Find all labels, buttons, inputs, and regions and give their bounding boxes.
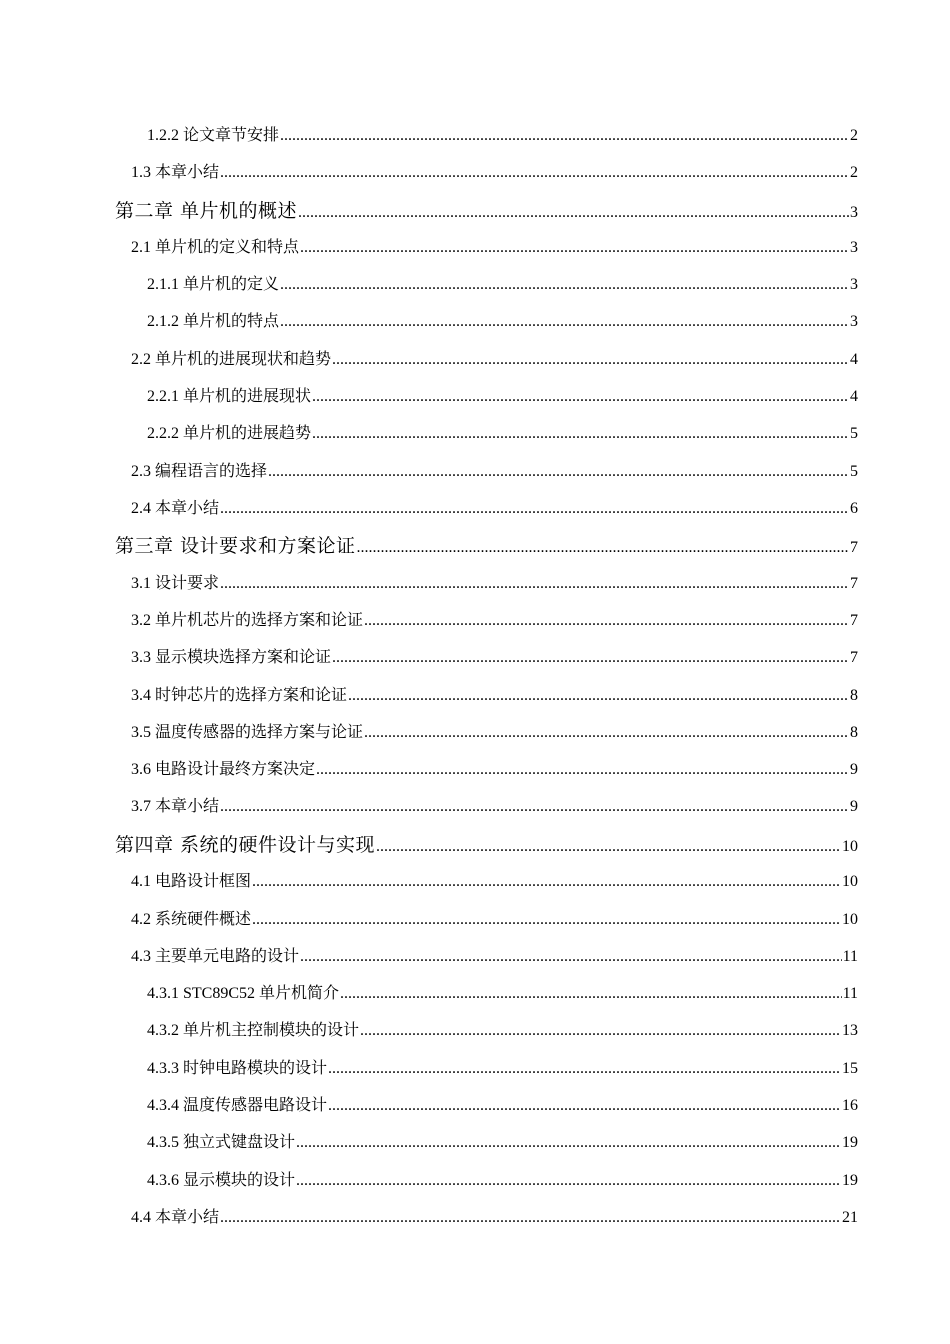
dot-leader: [220, 499, 849, 519]
toc-entry-page: 3: [850, 239, 858, 256]
toc-entry[interactable]: [131, 1208, 858, 1228]
dot-leader: [364, 723, 849, 743]
toc-entry-page: 3: [850, 276, 858, 293]
toc-entry-page: 10: [842, 911, 858, 928]
toc-entry-title: 3.6 电路设计最终方案决定: [131, 761, 316, 778]
toc-chapter-entry[interactable]: [115, 199, 858, 223]
toc-entry[interactable]: [147, 1021, 858, 1041]
dot-leader: [357, 538, 849, 558]
dot-leader: [280, 312, 849, 332]
dot-leader: [296, 1133, 841, 1153]
toc-entry[interactable]: [131, 611, 858, 631]
dot-leader: [348, 686, 849, 706]
dot-leader: [328, 1096, 841, 1116]
toc-entry[interactable]: [131, 499, 858, 519]
toc-entry-title: 4.3.2 单片机主控制模块的设计: [147, 1022, 360, 1039]
toc-entry[interactable]: [147, 312, 858, 332]
toc-entry-page: 5: [850, 425, 858, 442]
toc-entry-page: 16: [842, 1097, 858, 1114]
dot-leader: [220, 163, 849, 183]
toc-chapter-title: 第四章 系统的硬件设计与实现: [115, 834, 376, 856]
toc-entry[interactable]: [131, 238, 858, 258]
toc-entry[interactable]: [131, 947, 858, 967]
dot-leader: [316, 760, 849, 780]
toc-entry-page: 10: [842, 838, 858, 855]
toc-entry-title: 4.3.5 独立式键盘设计: [147, 1134, 296, 1151]
dot-leader: [312, 424, 849, 444]
dot-leader: [280, 126, 849, 146]
dot-leader: [364, 611, 849, 631]
toc-entry[interactable]: [131, 797, 858, 817]
toc-entry[interactable]: [131, 648, 858, 668]
dot-leader: [332, 350, 849, 370]
toc-entry-page: 11: [842, 985, 858, 1002]
toc-entry-title: 2.3 编程语言的选择: [131, 463, 268, 480]
toc-entry-title: 3.1 设计要求: [131, 575, 220, 592]
toc-entry-title: 2.2.1 单片机的进展现状: [147, 388, 312, 405]
toc-entry[interactable]: [147, 1171, 858, 1191]
toc-chapter-title: 第三章 设计要求和方案论证: [115, 535, 356, 557]
toc-entry-page: 9: [850, 761, 858, 778]
toc-entry[interactable]: [131, 910, 858, 930]
toc-chapter-entry[interactable]: [115, 534, 858, 558]
toc-entry[interactable]: [131, 574, 858, 594]
toc-entry-page: 8: [850, 687, 858, 704]
toc-chapter-entry[interactable]: [115, 833, 858, 857]
toc-entry-page: 6: [850, 500, 858, 517]
toc-entry-page: 21: [842, 1209, 858, 1226]
toc-entry[interactable]: [147, 1133, 858, 1153]
toc-entry[interactable]: [147, 984, 858, 1004]
toc-entry[interactable]: [147, 275, 858, 295]
toc-entry-title: 2.2 单片机的进展现状和趋势: [131, 351, 332, 368]
dot-leader: [252, 872, 841, 892]
toc-entry-page: 2: [850, 164, 858, 181]
toc-entry-title: 2.2.2 单片机的进展趋势: [147, 425, 312, 442]
dot-leader: [340, 984, 842, 1004]
dot-leader: [252, 910, 841, 930]
toc-entry[interactable]: [147, 387, 858, 407]
toc-entry[interactable]: [131, 723, 858, 743]
toc-entry-title: 4.4 本章小结: [131, 1209, 220, 1226]
toc-entry-page: 4: [850, 351, 858, 368]
toc-entry-page: 9: [850, 798, 858, 815]
dot-leader: [280, 275, 849, 295]
toc-entry-page: 13: [842, 1022, 858, 1039]
toc-entry-title: 4.3 主要单元电路的设计: [131, 948, 300, 965]
toc-entry-title: 1.2.2 论文章节安排: [147, 127, 280, 144]
dot-leader: [268, 462, 849, 482]
toc-entry-page: 7: [850, 539, 858, 556]
toc-entry-page: 7: [850, 612, 858, 629]
dot-leader: [298, 203, 849, 223]
toc-entry[interactable]: [131, 462, 858, 482]
toc-entry-title: 4.3.1 STC89C52 单片机简介: [147, 985, 340, 1002]
dot-leader: [296, 1171, 841, 1191]
toc-entry-page: 5: [850, 463, 858, 480]
dot-leader: [360, 1021, 841, 1041]
toc-entry-page: 8: [850, 724, 858, 741]
toc-entry-page: 19: [842, 1134, 858, 1151]
toc-entry-title: 4.3.3 时钟电路模块的设计: [147, 1060, 328, 1077]
dot-leader: [220, 797, 849, 817]
toc-entry-title: 3.7 本章小结: [131, 798, 220, 815]
toc-entry-page: 7: [850, 575, 858, 592]
toc-entry-title: 2.1 单片机的定义和特点: [131, 239, 300, 256]
dot-leader: [300, 238, 849, 258]
toc-entry-title: 3.2 单片机芯片的选择方案和论证: [131, 612, 364, 629]
toc-entry-title: 3.3 显示模块选择方案和论证: [131, 649, 332, 666]
toc-entry-title: 4.1 电路设计框图: [131, 873, 252, 890]
toc-entry-page: 3: [850, 313, 858, 330]
dot-leader: [376, 837, 841, 857]
toc-entry-page: 19: [842, 1172, 858, 1189]
dot-leader: [300, 947, 842, 967]
toc-entry-title: 4.3.4 温度传感器电路设计: [147, 1097, 328, 1114]
toc-entry-title: 2.1.1 单片机的定义: [147, 276, 280, 293]
toc-entry-title: 4.3.6 显示模块的设计: [147, 1172, 296, 1189]
toc-entry[interactable]: [131, 686, 858, 706]
toc-entry-title: 3.4 时钟芯片的选择方案和论证: [131, 687, 348, 704]
toc-entry-title: 1.3 本章小结: [131, 164, 220, 181]
toc-entry[interactable]: [131, 872, 858, 892]
toc-entry[interactable]: [131, 760, 858, 780]
toc-entry-page: 2: [850, 127, 858, 144]
toc-entry[interactable]: [147, 1059, 858, 1079]
dot-leader: [328, 1059, 841, 1079]
toc-entry-page: 11: [842, 948, 858, 965]
toc-entry[interactable]: [131, 350, 858, 370]
toc-entry[interactable]: [147, 1096, 858, 1116]
toc-entry-title: 3.5 温度传感器的选择方案与论证: [131, 724, 364, 741]
toc-entry-title: 2.4 本章小结: [131, 500, 220, 517]
toc-entry[interactable]: [147, 126, 858, 146]
toc-entry-page: 4: [850, 388, 858, 405]
toc-entry-page: 15: [842, 1060, 858, 1077]
dot-leader: [312, 387, 849, 407]
toc-entry-page: 3: [850, 204, 858, 221]
toc-entry-title: 4.2 系统硬件概述: [131, 911, 252, 928]
dot-leader: [332, 648, 849, 668]
toc-entry[interactable]: [147, 424, 858, 444]
dot-leader: [220, 574, 849, 594]
toc-entry-page: 10: [842, 873, 858, 890]
toc-entry[interactable]: [131, 163, 858, 183]
toc-chapter-title: 第二章 单片机的概述: [115, 200, 298, 222]
toc-entry-title: 2.1.2 单片机的特点: [147, 313, 280, 330]
toc-entry-page: 7: [850, 649, 858, 666]
dot-leader: [220, 1208, 841, 1228]
